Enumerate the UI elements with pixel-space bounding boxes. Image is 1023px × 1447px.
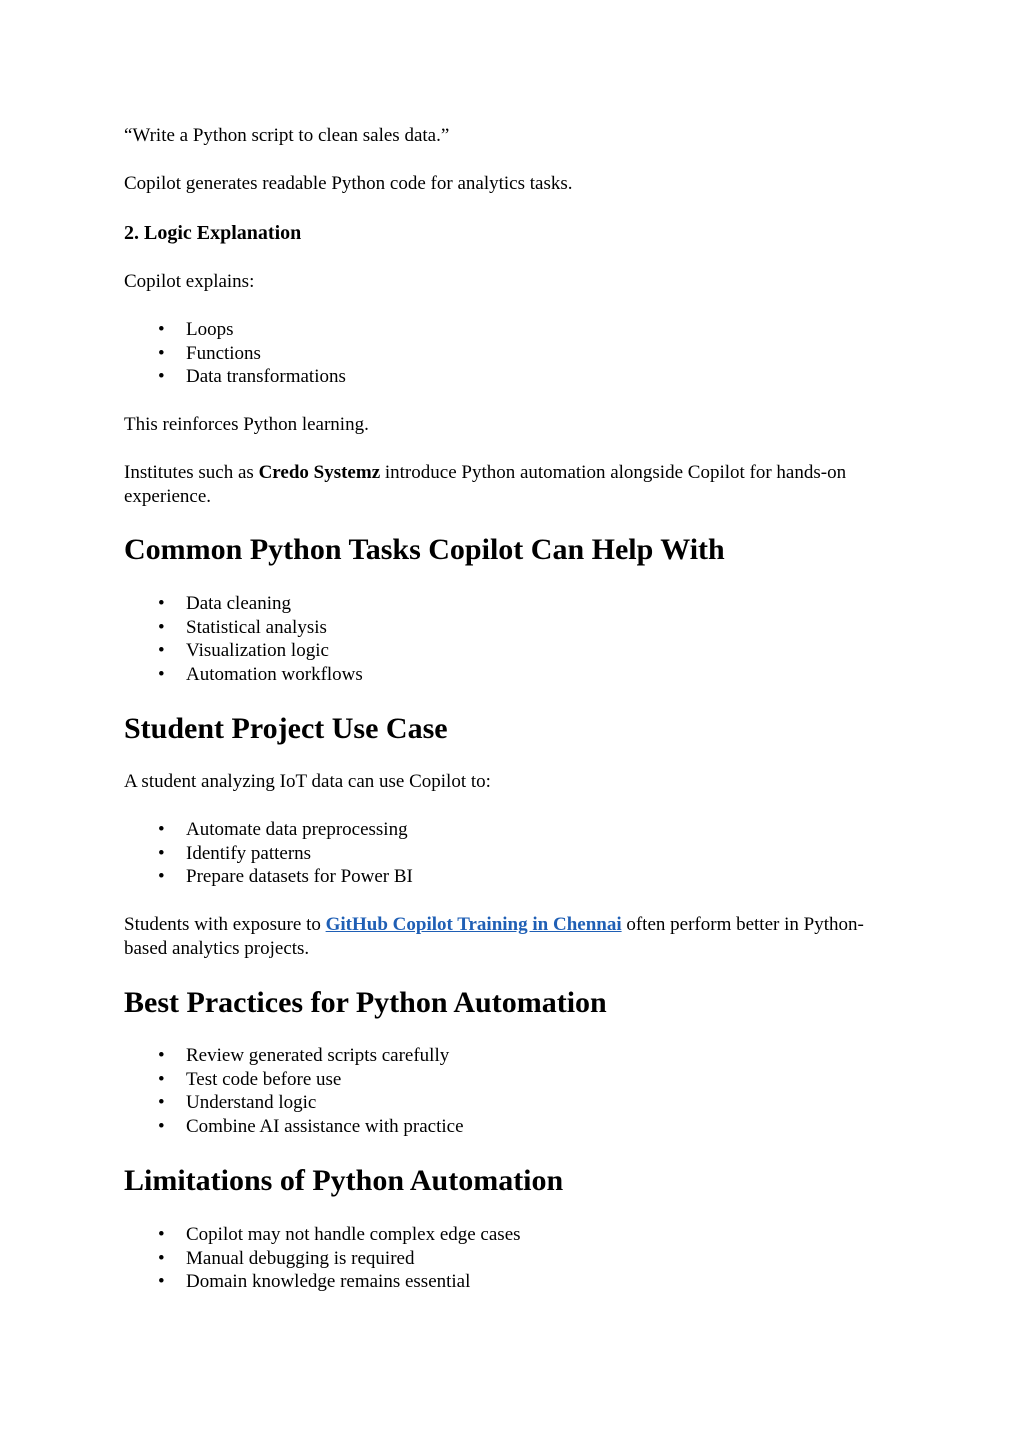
bullet-icon: • [158, 664, 165, 686]
institute-name: Credo Systemz [258, 462, 381, 483]
bullet-icon: • [158, 1092, 165, 1114]
bullet-icon: • [158, 640, 165, 662]
logic-lead: Copilot explains: [124, 271, 255, 292]
list-item: • Review generated scripts carefully [158, 1045, 450, 1066]
logic-list [124, 318, 346, 389]
bullet-icon: • [158, 1247, 165, 1269]
bullet-icon: • [158, 319, 165, 340]
list-item: • Identify patterns [158, 842, 312, 864]
list-item: • Copilot may not handle complex edge cases [158, 1224, 521, 1245]
list-item: • Combine AI assistance with practice [158, 1116, 464, 1138]
student-case-note: Students with exposure to GitHub Copilot Training in Chennai often perform better in Python-based analytics projects. [124, 914, 864, 959]
bullet-icon: • [158, 842, 165, 864]
student-case-lead: A student analyzing IoT data can use Copilot to: [124, 771, 491, 792]
bullet-icon: • [158, 1271, 165, 1293]
list-item: • Understand logic [158, 1092, 317, 1114]
list-item: • Functions [158, 342, 261, 364]
bullet-icon: • [158, 1116, 165, 1138]
bullet-icon: • [158, 819, 165, 840]
intro-note: Copilot generates readable Python code for analytics tasks. [124, 173, 573, 194]
intro-quote: “Write a Python script to clean sales data.” [124, 125, 450, 146]
list-item: • Domain knowledge remains essential [158, 1271, 471, 1293]
student-case-list [124, 818, 413, 889]
common-tasks-list [124, 592, 363, 687]
logic-heading: 2. Logic Explanation [124, 222, 302, 244]
list-item: • Data cleaning [158, 593, 291, 614]
list-item: • Manual debugging is required [158, 1247, 415, 1269]
bullet-icon: • [158, 1068, 165, 1090]
list-item: • Automate data preprocessing [158, 819, 408, 840]
training-link[interactable]: GitHub Copilot Training in Chennai [325, 914, 622, 935]
bullet-icon: • [158, 1045, 165, 1066]
limitations-heading: Limitations of Python Automation [124, 1164, 564, 1197]
list-item: • Visualization logic [158, 640, 329, 662]
list-item: • Test code before use [158, 1068, 342, 1090]
list-item: • Statistical analysis [158, 616, 327, 638]
list-item: • Automation workflows [158, 664, 363, 686]
bullet-icon: • [158, 366, 165, 388]
limitations-list [124, 1223, 521, 1294]
student-case-heading: Student Project Use Case [124, 712, 448, 745]
bullet-icon: • [158, 593, 165, 614]
bullet-icon: • [158, 616, 165, 638]
list-item: • Data transformations [158, 366, 346, 388]
bullet-icon: • [158, 1224, 165, 1245]
bullet-icon: • [158, 866, 165, 888]
reinforce-text: This reinforces Python learning. [124, 414, 369, 435]
list-item: • Loops [158, 319, 234, 340]
list-item: • Prepare datasets for Power BI [158, 866, 413, 888]
institute-paragraph: Institutes such as Credo Systemz introduce Python automation alongside Copilot for hands-on experience. [124, 462, 847, 507]
best-practices-heading: Best Practices for Python Automation [124, 986, 607, 1019]
bullet-icon: • [158, 342, 165, 364]
common-tasks-heading: Common Python Tasks Copilot Can Help With [124, 533, 725, 566]
best-practices-list [124, 1044, 464, 1139]
